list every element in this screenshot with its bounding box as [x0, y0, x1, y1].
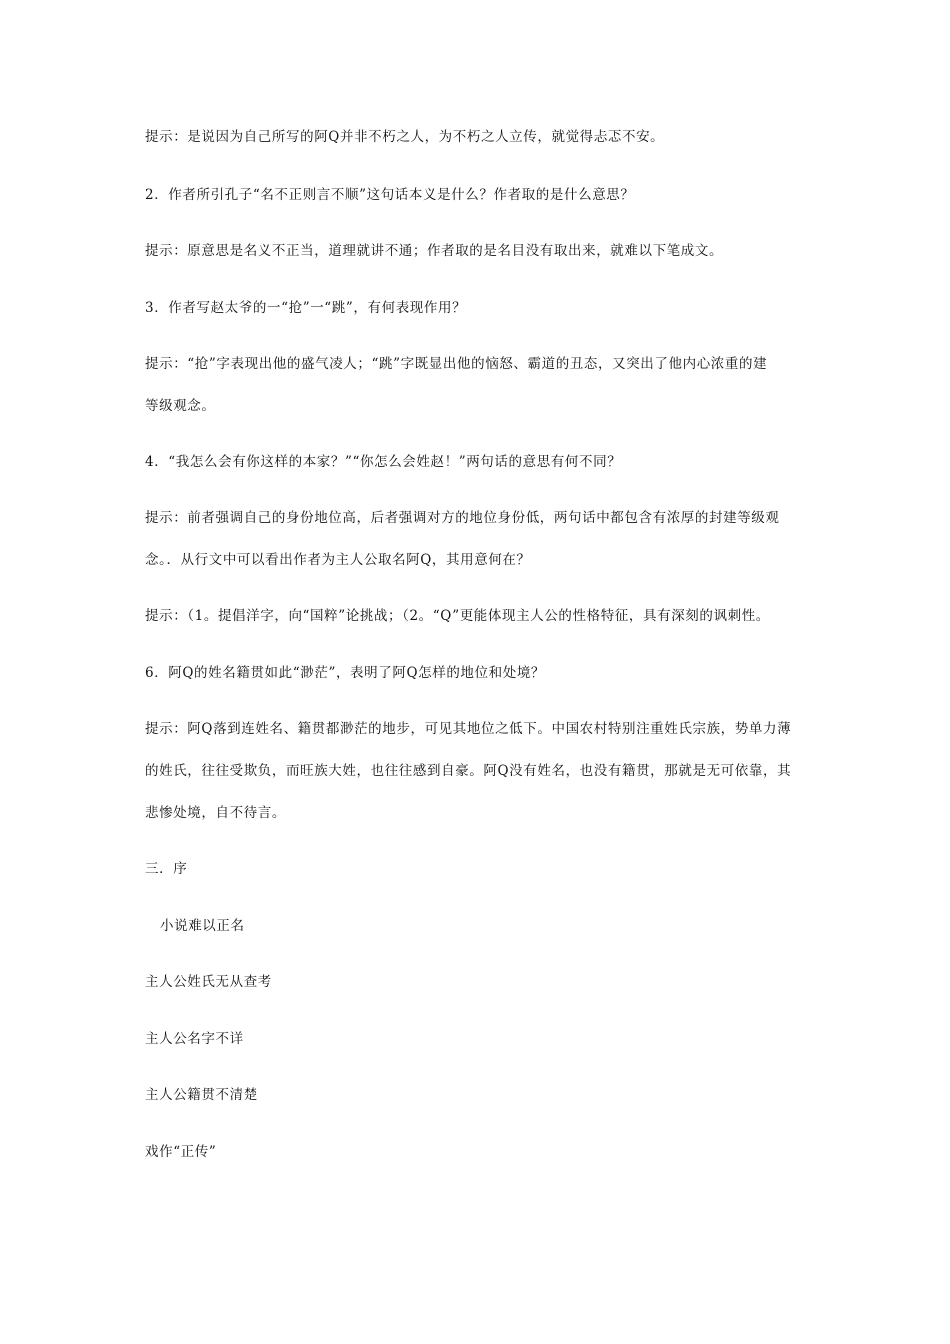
- outline-item: 主人公籍贯不清楚: [145, 1087, 258, 1103]
- outline-item: 主人公姓氏无从查考: [145, 974, 272, 990]
- question-4: 4．“我怎么会有你这样的本家？”“你怎么会姓赵！”两句话的意思有何不同？: [145, 454, 622, 470]
- outline-item: 戏作“正传”: [145, 1144, 217, 1160]
- hint-line-5: 提示：（1。提倡洋字，向“国粹”论挑战；（2。“Q”更能体现主人公的性格特征，具有深刻的讽刺性。: [145, 608, 770, 624]
- hint-line-2: 提示：原意思是名义不正当，道理就讲不通；作者取的是名目没有取出来，就难以下笔成文。: [145, 243, 724, 259]
- hint-line-6a: 提示：阿Q落到连姓名、籍贯都渺茫的地步，可见其地位之低下。中国农村特别注重姓氏宗族，势单力薄: [145, 721, 792, 737]
- outline-item: 小说难以正名: [160, 918, 245, 934]
- hint-line-3b: 等级观念。: [145, 398, 216, 414]
- hint-line-6c: 悲惨处境，自不待言。: [145, 805, 286, 821]
- hint-line-3a: 提示：“抢”字表现出他的盛气凌人；“跳”字既显出他的恼怒、霸道的丑态，又突出了他内心浓重的建: [145, 356, 768, 372]
- hint-line-1: 提示：是说因为自己所写的阿Q并非不朽之人，为不朽之人立传，就觉得忐忑不安。: [145, 129, 665, 145]
- hint-line-4a: 提示：前者强调自己的身份地位高，后者强调对方的地位身份低，两句话中都包含有浓厚的封建等级观: [145, 510, 780, 526]
- question-3: 3．作者写赵太爷的一“抢”一“跳”，有何表现作用？: [145, 300, 467, 316]
- question-6: 6．阿Q的姓名籍贯如此“渺茫”，表明了阿Q怎样的地位和处境？: [145, 665, 546, 681]
- question-5: 念。．从行文中可以看出作者为主人公取名阿Q，其用意何在？: [145, 552, 531, 568]
- outline-item: 主人公名字不详: [145, 1031, 244, 1047]
- section-heading: 三．序: [145, 861, 188, 877]
- question-2: 2．作者所引孔子“名不正则言不顺”这句话本义是什么？作者取的是什么意思？: [145, 187, 635, 203]
- hint-line-6b: 的姓氏，往往受欺负，而旺族大姓，也往往感到自豪。阿Q没有姓名，也没有籍贯，那就是无可依靠，其: [145, 763, 792, 779]
